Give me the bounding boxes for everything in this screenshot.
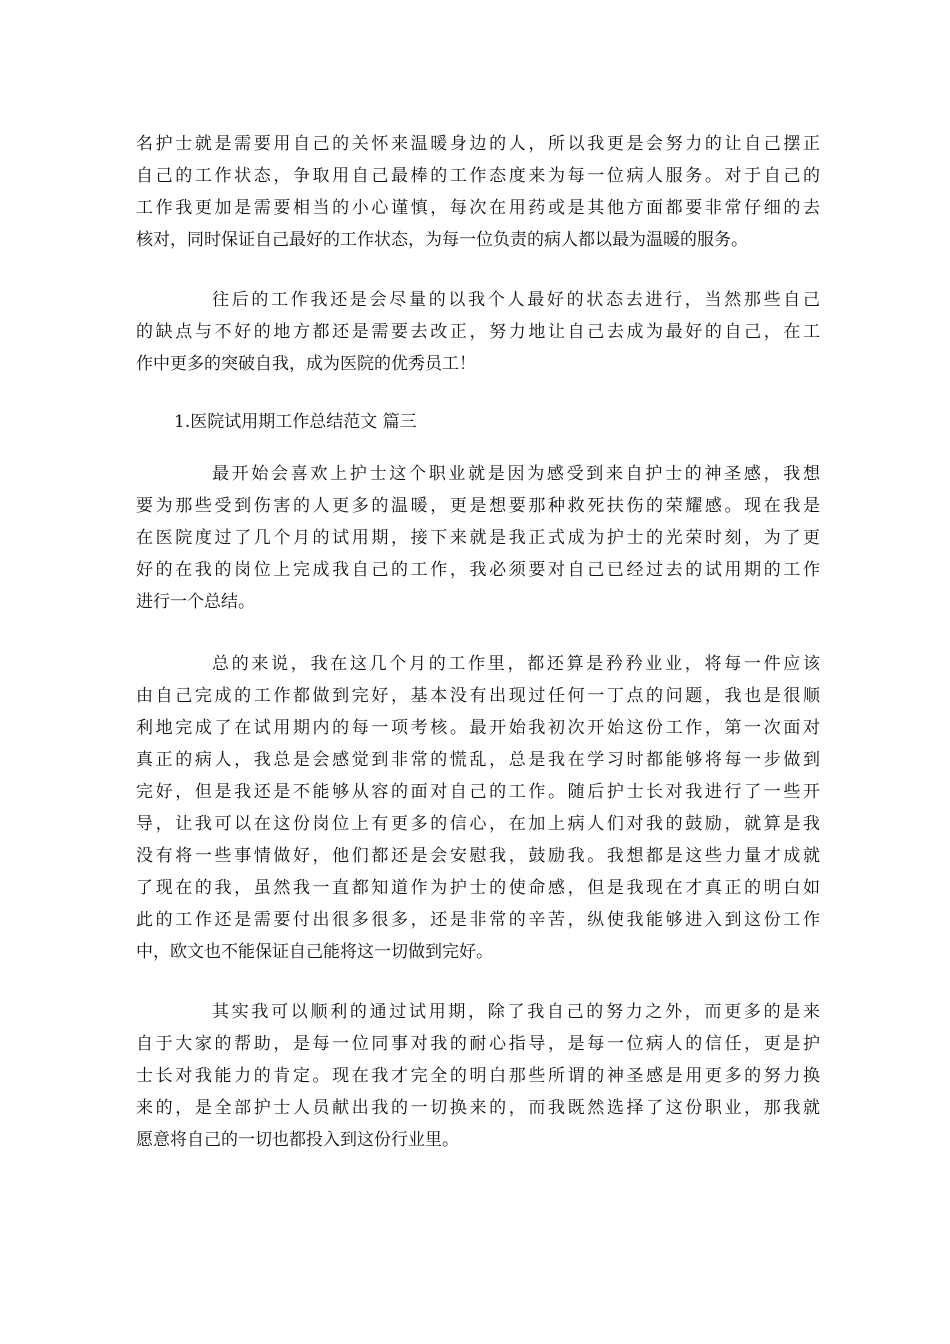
text-line: 最开始会喜欢上护士这个职业就是因为感受到来自护士的神圣感，我想: [212, 464, 820, 484]
text-line: 了现在的我，虽然我一直都知道作为护士的使命感，但是我现在才真正的明白如: [136, 878, 820, 898]
text-line: 工作我更加是需要相当的小心谨慎，每次在用药或是其他方面都要非常仔细的去: [136, 198, 820, 218]
text-line: 的缺点与不好的地方都还是需要去改正，努力地让自己去成为最好的自己，在工: [136, 322, 820, 342]
paragraph-1: [136, 128, 820, 256]
text-line: 作中更多的突破自我，成为医院的优秀员工！: [136, 354, 476, 374]
paragraph-4: [136, 648, 820, 968]
paragraph-5: [136, 996, 820, 1156]
section-heading: 1.医院试用期工作总结范文 篇三: [174, 412, 417, 432]
text-line: 利地完成了在试用期内的每一项考核。最开始我初次开始这份工作，第一次面对: [136, 718, 820, 738]
text-line: 其实我可以顺利的通过试用期，除了我自己的努力之外，而更多的是来: [212, 1002, 820, 1022]
paragraph-2: [136, 284, 820, 380]
text-line: 来的，是全部护士人员献出我的一切换来的，而我既然选择了这份职业，那我就: [136, 1098, 820, 1118]
text-line: 自于大家的帮助，是每一位同事对我的耐心指导，是每一位病人的信任，更是护: [136, 1034, 820, 1054]
text-line: 进行一个总结。: [136, 592, 255, 612]
text-line: 此的工作还是需要付出很多很多，还是非常的辛苦，纵使我能够进入到这份工作: [136, 910, 820, 930]
text-line: 士长对我能力的肯定。现在我才完全的明白那些所谓的神圣感是用更多的努力换: [136, 1066, 820, 1086]
text-line: 愿意将自己的一切也都投入到这份行业里。: [136, 1130, 459, 1150]
text-line: 总的来说，我在这几个月的工作里，都还算是矜矜业业，将每一件应该: [212, 654, 820, 674]
text-line: 在医院度过了几个月的试用期，接下来就是我正式成为护士的光荣时刻，为了更: [136, 528, 820, 548]
text-line: 自己的工作状态，争取用自己最棒的工作态度来为每一位病人服务。对于自己的: [136, 166, 820, 186]
text-line: 好的在我的岗位上完成我自己的工作，我必须要对自己已经过去的试用期的工作: [136, 560, 820, 580]
text-line: 由自己完成的工作都做到完好，基本没有出现过任何一丁点的问题，我也是很顺: [136, 686, 820, 706]
text-line: 没有将一些事情做好，他们都还是会安慰我，鼓励我。我想都是这些力量才成就: [136, 846, 820, 866]
text-line: 导，让我可以在这份岗位上有更多的信心，在加上病人们对我的鼓励，就算是我: [136, 814, 820, 834]
text-line: 完好，但是我还是不能够从容的面对自己的工作。随后护士长对我进行了一些开: [136, 782, 820, 802]
text-line: 名护士就是需要用自己的关怀来温暖身边的人，所以我更是会努力的让自己摆正: [136, 134, 820, 154]
paragraph-3: [136, 458, 820, 618]
text-line: 核对，同时保证自己最好的工作状态，为每一位负责的病人都以最为温暖的服务。: [136, 230, 748, 250]
text-line: 往后的工作我还是会尽量的以我个人最好的状态去进行，当然那些自己: [212, 290, 820, 310]
text-line: 要为那些受到伤害的人更多的温暖，更是想要那种救死扶伤的荣耀感。现在我是: [136, 496, 820, 516]
text-line: 真正的病人，我总是会感觉到非常的慌乱，总是我在学习时都能够将每一步做到: [136, 750, 820, 770]
text-line: 中，欧文也不能保证自己能将这一切做到完好。: [136, 942, 493, 962]
